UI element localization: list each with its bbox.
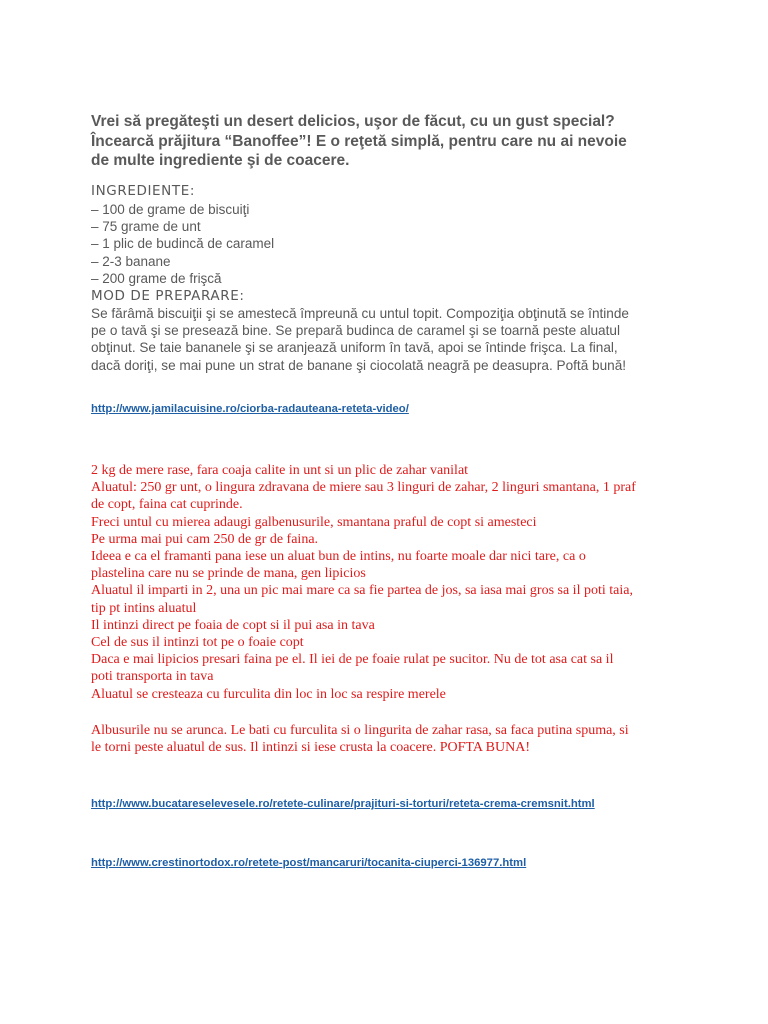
recipe2-final-line: Albusurile nu se arunca. Le bati cu furculita si o lingurita de zahar rasa, sa faca putina spuma, si — [91, 723, 629, 738]
recipe2-line: plastelina care nu se prinde de mana, gen lipicios — [91, 566, 366, 582]
recipe2-line: Cel de sus il intinzi tot pe o foaie copt — [91, 635, 304, 651]
recipe2-line: Il intinzi direct pe foaia de copt si il pui asa in tava — [91, 617, 375, 633]
preparation-heading: MOD DE PREPARARE: — [91, 288, 245, 304]
ingredient-item: – 200 grame de frişcă — [91, 270, 222, 286]
jamilacuisine-link[interactable]: http://www.jamilacuisine.ro/ciorba-radauteana-reteta-video/ — [91, 403, 409, 415]
preparation-line: obţinut. Se taie bananele şi se aranjează uniform în tavă, apoi se întinde frişca. La final, — [91, 340, 618, 356]
preparation-line: pe o tavă şi se presează bine. Se prepară budinca de caramel şi se toarnă peste aluatul — [91, 323, 620, 339]
preparation-line: Se fărâmă biscuiţii şi se amestecă împreună cu untul topit. Compoziţia obţinută se întinde — [91, 306, 629, 321]
recipe2-line: Ideea e ca el framanti pana iese un aluat bun de intins, nu foarte moale dar nici tare, ca o — [91, 549, 586, 565]
recipe2-line: Aluatul il imparti in 2, una un pic mai mare ca sa fie partea de jos, sa iasa mai gros sa il poti taia, — [91, 583, 633, 599]
ingredients-heading: INGREDIENTE: — [91, 183, 195, 199]
intro-paragraph — [91, 112, 671, 171]
recipe2-line: Aluatul se cresteaza cu furculita din loc in loc sa respire merele — [91, 686, 446, 702]
bucatareselevesele-link[interactable]: http://www.bucatareselevesele.ro/retete-culinare/prajituri-si-torturi/reteta-crema-cremsnit.html — [91, 798, 595, 810]
recipe2-line: Daca e mai lipicios presari faina pe el. Il iei de pe foaie rulat pe sucitor. Nu de tot asa cat sa il — [91, 652, 614, 668]
ingredient-item: – 100 de grame de biscuiţi — [91, 202, 250, 217]
recipe2-final-line: le torni peste aluatul de sus. Il intinzi si iese crusta la coacere. POFTA BUNA! — [91, 740, 530, 756]
recipe2-line: 2 kg de mere rase, fara coaja calite in unt si un plic de zahar vanilat — [91, 463, 469, 478]
crestinortodox-link[interactable]: http://www.crestinortodox.ro/retete-post/mancaruri/tocanita-ciuperci-136977.html — [91, 857, 527, 869]
preparation-paragraph — [91, 305, 671, 374]
ingredient-item: – 75 grame de unt — [91, 219, 201, 235]
recipe2-line: Pe urma mai pui cam 250 de gr de faina. — [91, 531, 319, 547]
intro-line: Încearcă prăjitura “Banoffee”! E o reţetă simplă, pentru care nu ai nevoie — [91, 132, 627, 150]
intro-line: Vrei să pregăteşti un desert delicios, uşor de făcut, cu un gust special? — [91, 113, 615, 130]
recipe2-line: poti transporta in tava — [91, 669, 214, 685]
recipe2-line: de copt, faina cat cuprinde. — [91, 497, 243, 513]
ingredient-item: – 1 plic de budincă de caramel — [91, 236, 275, 252]
recipe2-final-paragraph — [91, 722, 691, 756]
intro-line: de multe ingrediente şi de coacere. — [91, 152, 350, 169]
ingredient-item: – 2-3 banane — [91, 253, 171, 269]
recipe2-line: Aluatul: 250 gr unt, o lingura zdravana de miere sau 3 linguri de zahar, 2 linguri smantana, 1 praf — [91, 480, 636, 496]
ingredients-list — [91, 201, 691, 287]
recipe2-line: Freci untul cu mierea adaugi galbenusurile, smantana praful de copt si amesteci — [91, 514, 537, 530]
recipe2-text — [91, 462, 691, 703]
recipe2-line: tip pt intins aluatul — [91, 600, 197, 616]
preparation-line: dacă doriţi, se mai pune un strat de banane şi ciocolată neagră pe deasupra. Poftă bună! — [91, 357, 627, 373]
